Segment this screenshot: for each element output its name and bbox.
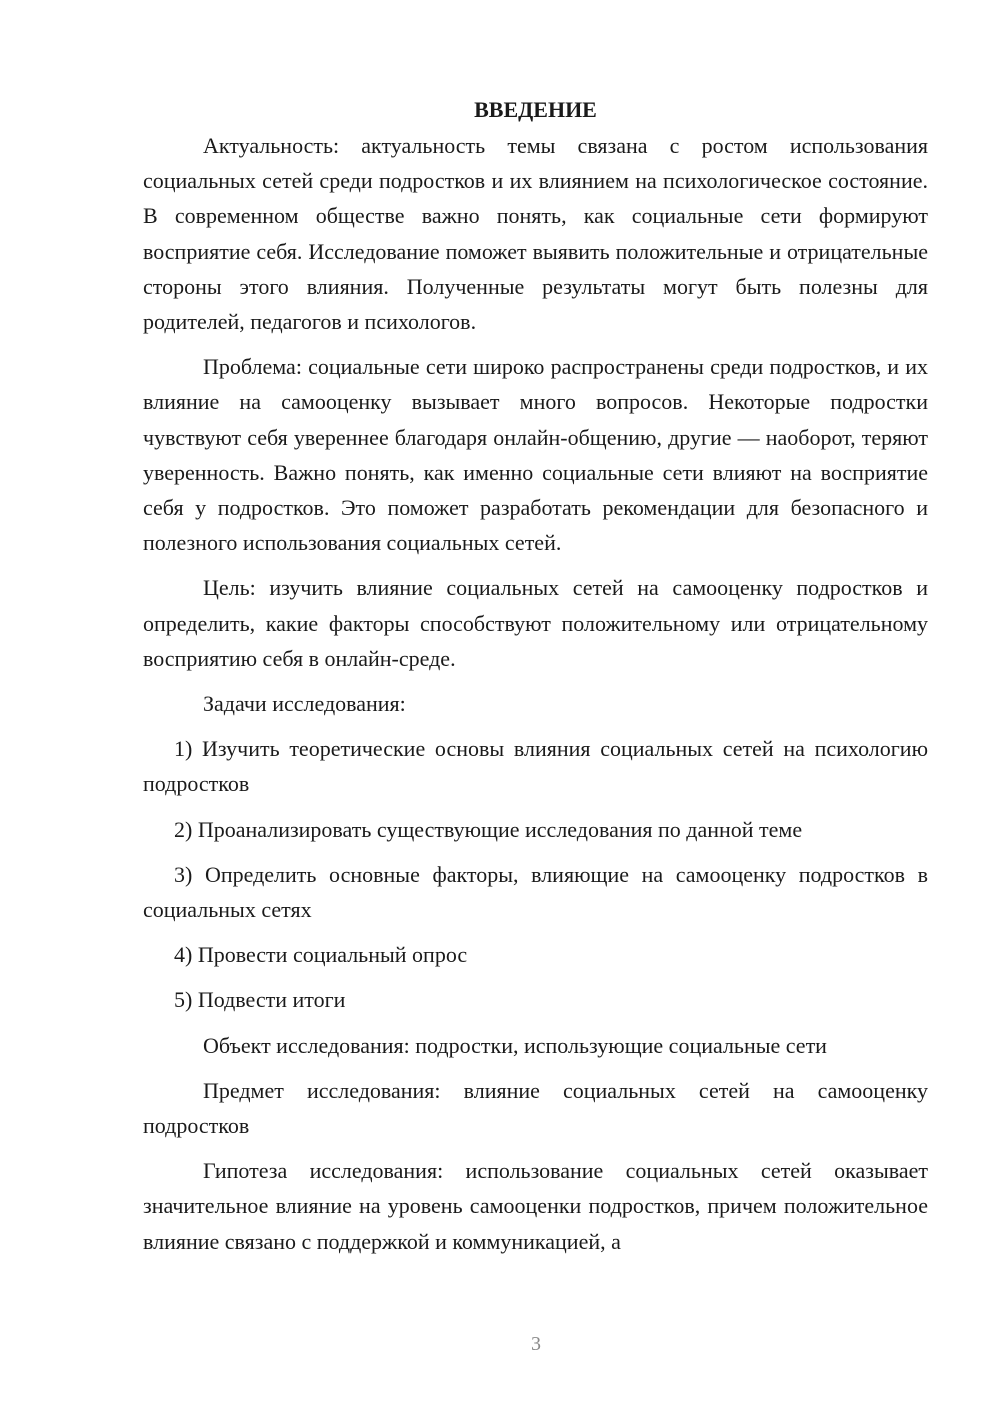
task-item-3: 3) Определить основные факторы, влияющие на самооценку подростков в социальных сетях [143, 861, 928, 923]
task-item-1: 1) Изучить теоретические основы влияния социальных сетей на психологию подростков [143, 736, 928, 797]
task-item-4: 4) Провести социальный опрос [174, 942, 468, 968]
goal-paragraph: Цель: изучить влияние социальных сетей на самооценку подростков и определить, какие факторы способствуют положительному или отрицательному восприятию себя в онлайн-среде. [143, 575, 928, 671]
problem-paragraph: Проблема: социальные сети широко распространены среди подростков, и их влияние на самооценку вызывает много вопросов. Некоторые подростки чувствуют себя увереннее благодаря онлайн-общению, другие — наоборот, теряют уверенность. Важно понять, как именно социальные сети влияют на восприятие себя у подростков. Это поможет разработать рекомендации для безопасного и полезного использования социальных сетей. [143, 354, 928, 556]
task-item-5: 5) Подвести итоги [174, 987, 346, 1013]
relevance-paragraph: Актуальность: актуальность темы связана с ростом использования социальных сетей среди подростков и их влиянием на психологическое состояние. В современном обществе важно понять, как социальные сети формируют восприятие себя. Исследование поможет выявить положительные и отрицательные стороны этого влияния. Полученные результаты могут быть полезны для родителей, педагогов и психологов. [143, 133, 928, 335]
task-item-2: 2) Проанализировать существующие исследования по данной теме [174, 816, 803, 842]
subject-paragraph: Предмет исследования: влияние социальных сетей на самооценку подростков [143, 1077, 928, 1139]
page-title: ВВЕДЕНИЕ [474, 97, 597, 122]
tasks-label: Задачи исследования: [203, 691, 406, 717]
page-number: 3 [531, 1333, 541, 1355]
hypothesis-paragraph: Гипотеза исследования: использование социальных сетей оказывает значительное влияние на уровень самооценки подростков, причем положительное влияние связано с поддержкой и коммуникацией, а [143, 1158, 928, 1254]
object-paragraph: Объект исследования: подростки, использующие социальные сети [203, 1032, 827, 1058]
document-page [143, 92, 928, 1269]
